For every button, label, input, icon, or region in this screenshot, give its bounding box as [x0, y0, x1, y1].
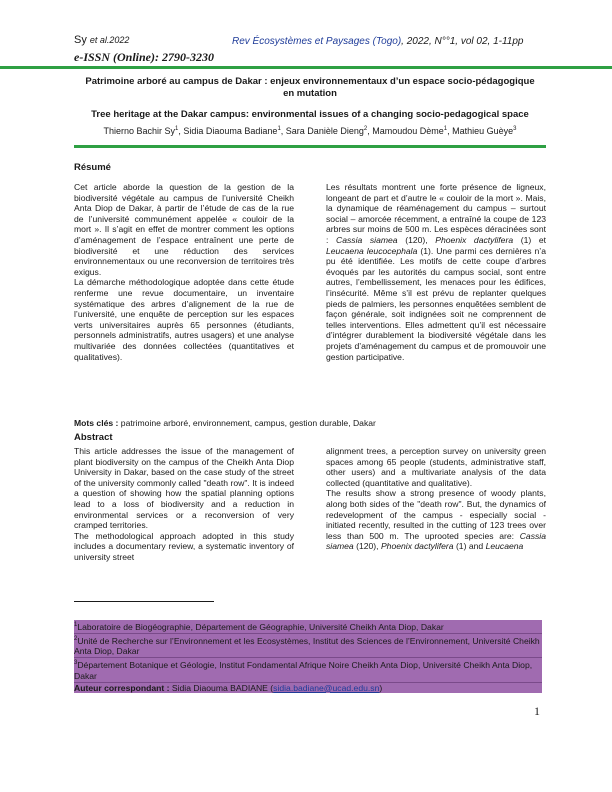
title-divider — [74, 145, 546, 148]
author-list: Thierno Bachir Sy$^1$, Sidia Diaouma Badiane$^1$, Sara Danièle Dieng$^2$, Mamoudou Dème$^1$, Mathieu Guèye$^3$ — [103, 126, 517, 136]
email-link[interactable]: sidia.badiane@ucad.edu.sn — [273, 682, 380, 693]
header-divider — [0, 66, 612, 69]
resume-paragraph: La démarche méthodologique adoptée dans cette étude renferme une revue documentaire, un inventaire systématique des arbres d’alignement de la rue de l’université, une enquête de perception sur les espaces verts universitaires auprès 65 personnes (étudiants, personnels administratifs, autres usagers) et une analyse multivariée des données collectées (quantitatives et qualitatives). — [74, 277, 294, 362]
author-name: Mathieu Guèye — [452, 126, 514, 136]
author-affiliation: 3 — [513, 126, 517, 132]
footnote-3: $^3$Département Botanique et Géologie, Institut Fondamental Afrique Noire Cheikh Anta Diop, Université Cheikh Anta Diop, Dakar — [74, 658, 542, 682]
abstract-paragraph: The methodological approach adopted in this study includes a documentary review, a systematic inventory of university street — [74, 530, 294, 562]
corresponding-author: Auteur correspondant : Sidia Diaouma BADIANE (sidia.badiane@ucad.edu.sn) — [74, 682, 383, 693]
resume-paragraph: Les résultats montrent une forte présence de ligneux, longeant de part et d’autre le « couloir de la mort ». Mais, la dynamique de réaménagement du campus – surtout social – amorcée récemment, a entraîné la coupe de 123 arbres sur moins de 500 m. Les espèces déracinées sont : Cassia siamea (120), Phoenix dactylifera (1) et Leucaena leucocephala (1). Une parmi ces dernières n’a pu été identifiée. Les motifs de cette coupe d’arbres évoqués par les autorités du campus social, sont entre autres, l’embellissement, les menaces pour les édifices, l’insécurité. Même s’il est prévu de replanter quelques pieds de palmiers, les personnes enquêtées semblent de façon générale, soit indignées soit ne comprennent de telles interventions. Elles admettent qu’il est nécessaire d’intégrer durablement la biodiversité végétale dans les projets d’aménagement du campus et de promouvoir une gestion participative. — [326, 182, 546, 362]
journal-name: Rev Écosystèmes et Paysages (Togo) — [232, 36, 402, 47]
resume-left-column — [74, 182, 294, 362]
abstract-paragraph: The results show a strong presence of woody plants, along both sides of the "death row". But, the dynamics of redevelopment of the campus - especially social - initiated recently, resulted in the cutting of 123 trees over less than 500 m. The uprooted species are: Cassia siamea (120), Phoenix dactylifera (1) and Leucaena — [326, 488, 546, 552]
keywords-text: patrimoine arboré, environnement, campus, gestion durable, Dakar — [118, 418, 376, 428]
keywords-label: Mots clés : — [74, 418, 119, 428]
footnote-divider — [74, 601, 214, 602]
species-name: Leucaena leucocephala — [326, 245, 418, 256]
species-name: Cassia siamea — [326, 530, 546, 552]
author-affiliation: 1 — [443, 126, 448, 132]
resume-paragraph: Cet article aborde la question de la gestion de la biodiversité végétale au campus de l’université Cheikh Anta Diop de Dakar, à partir de l’étude de cas de la rue de l’université communément appelée « couloir de la mort ». Il s’agit en effet de montrer comment les options d’aménagement de l’espace entraînent une perte de biodiversité et une réduction des services environnementaux ou une reconversion de territoires très exigus. — [74, 182, 294, 277]
abstract-paragraph: This article addresses the issue of the management of plant biodiversity on the campus of the Cheikh Anta Diop University in Dakar, based on the case study of the street of the university commonly called "death row". It is indeed a question of showing how the spatial planning options lead to a loss of biodiversity and a reduction in environmental services or a reconversion of very cramped territories. — [74, 446, 294, 531]
footnote-1: $^1$Laboratoire de Biogéographie, Département de Géographie, Université Cheikh Anta Diop, Dakar — [74, 620, 542, 634]
title-english: Tree heritage at the Dakar campus: environmental issues of a changing socio-pedagogical space — [91, 109, 529, 120]
abstract-right-column — [326, 446, 546, 552]
species-name: Phoenix dactylifera — [435, 234, 514, 245]
species-name: Phoenix dactylifera — [380, 541, 454, 552]
author-name: Thierno Bachir Sy — [103, 126, 176, 136]
abstract-heading: Abstract — [74, 432, 113, 443]
et-al: et al.2022 — [89, 35, 130, 45]
author-name: Sara Danièle Dieng — [285, 126, 364, 136]
footnote-2: $^2$Unité de Recherche sur l’Environnement et les Ecosystèmes, Institut des Sciences de l’Environnement, Université Cheikh Anta Diop, Dakar — [74, 634, 542, 658]
resume-right-column — [326, 182, 546, 362]
issn: e-ISSN (Online): 2790-3230 — [74, 50, 214, 64]
title-french: Patrimoine arboré au campus de Dakar : enjeux environnementaux d’un espace socio-pédagogique en mutation — [85, 76, 535, 99]
author-affiliation: 2 — [363, 126, 368, 132]
author-affiliation: 1 — [277, 126, 281, 132]
keywords — [74, 418, 546, 428]
species-name: Leucaena — [485, 541, 524, 552]
author-short: Sy — [74, 34, 87, 46]
running-head-journal — [232, 36, 524, 47]
abstract-paragraph: alignment trees, a perception survey on university green spaces among 65 people (students, administrative staff, other users) and a multivariate analysis of the data collected (quantitative and qualitative). — [326, 446, 546, 488]
species-name: Cassia siamea — [336, 234, 398, 245]
abstract-left-column — [74, 446, 294, 563]
author-name: Sidia Diaouma Badiane — [183, 126, 278, 136]
page-number: 1 — [534, 704, 540, 718]
corr-label: Auteur correspondant : — [74, 682, 170, 693]
resume-heading: Résumé — [74, 162, 111, 173]
running-head-author — [74, 34, 129, 46]
footnotes-box — [74, 620, 542, 693]
author-affiliation: 1 — [175, 126, 179, 132]
journal-citation: , 2022, N°°1, vol 02, 1-11pp — [401, 36, 524, 47]
author-name: Mamoudou Dème — [372, 126, 444, 136]
